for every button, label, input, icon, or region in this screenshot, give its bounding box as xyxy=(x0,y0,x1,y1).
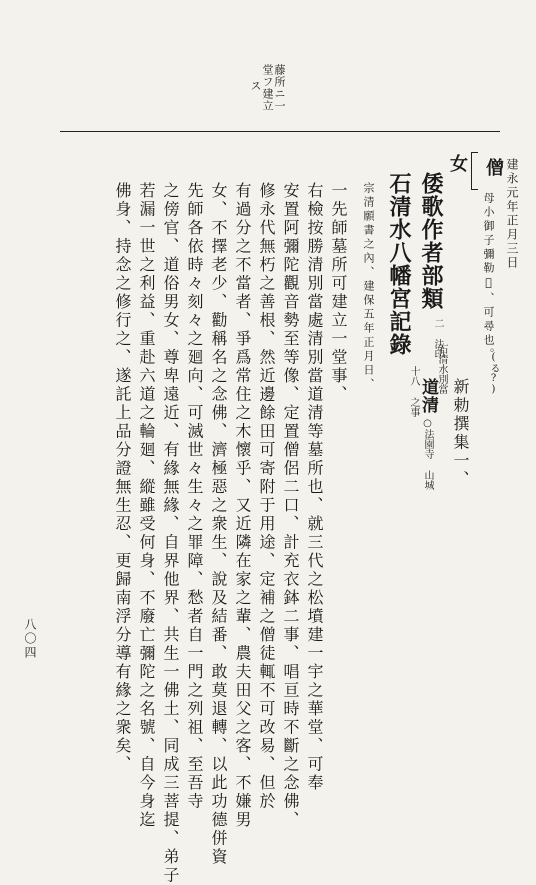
body-line: 女、不擇老少、勸稱名之念佛、濟極惡之衆生、說及結番、敢莫退轉、以此功德併資 xyxy=(209,182,228,867)
entry1-title-note: 二 法印 xyxy=(432,318,443,359)
entry2-note-b: ○法園寺 山城 xyxy=(422,418,433,490)
body-heading: 一先師墓所可建立一堂事、 xyxy=(329,182,348,404)
entry2-source: 宗清願書之內、建保五年正月日、 xyxy=(362,182,375,392)
entry2-note-a: 十八 之事 xyxy=(408,366,419,417)
header-bracket xyxy=(471,152,478,190)
margin-note-col-1: 藤所ニ一 xyxy=(273,64,286,112)
date-heading: 建永元年正月三日 xyxy=(505,158,519,270)
body-line: 修永代無朽之善根、然近邊餘田可寄附于用途、定補之僧徒輒不可改易、但於 xyxy=(257,182,276,811)
header-woman: 女 xyxy=(447,154,468,173)
header-rule xyxy=(60,131,500,132)
body-line: 安置阿彌陀觀音勢至等像、定置僧侶二口、計充衣鉢二事、唱亘時不斷之念佛、 xyxy=(281,182,300,830)
entry1-title: 倭歌作者部類 xyxy=(418,172,444,310)
body-line: 若漏一世之利益、重赴六道之輪廻、縱雖受何身、不廢亡彌陀之名號、自今身迄 xyxy=(137,182,156,830)
header-monk-note: (る?) xyxy=(488,352,499,395)
entry2-title: 石清水八幡宮記錄 xyxy=(386,172,412,356)
page-number: 八〇四 xyxy=(23,618,37,660)
margin-note-col-3: ス xyxy=(249,80,262,92)
header-monk: 僧 xyxy=(483,158,504,177)
body-line: 先師各依時々刻々之廻向、可滅世々生々之罪障、愁者自一門之列祖、至吾寺 xyxy=(185,182,204,811)
body-line: 之傍官、道俗男女、尊卑遠近、有緣無緣、自界他界、共生一佛土、同成三菩提、弟子 xyxy=(161,182,180,885)
header-monk-text: 母小御子彌勒𢬺、可尋也。 xyxy=(482,192,495,362)
entry1-note-a: 石清水別當 xyxy=(436,344,447,394)
margin-note-col-2: 堂フ建立 xyxy=(261,64,274,112)
entry1-note-b: 新勅撰集一、 xyxy=(451,378,470,489)
body-line: 有過分之不當者、爭爲常住之木懷乎、又近隣在家之輩、農夫田父之客、不嫌男 xyxy=(233,182,252,830)
entry1-name: 道清 xyxy=(418,378,438,414)
body-line: 佛身、持念之修行之、遂託上品分證無生忍、更歸南浮分導有緣之衆矣、 xyxy=(113,182,132,774)
body-line: 右檢按勝清別當處清別當道清等墓所也、就三代之松墳建一宇之華堂、可奉 xyxy=(305,182,324,793)
